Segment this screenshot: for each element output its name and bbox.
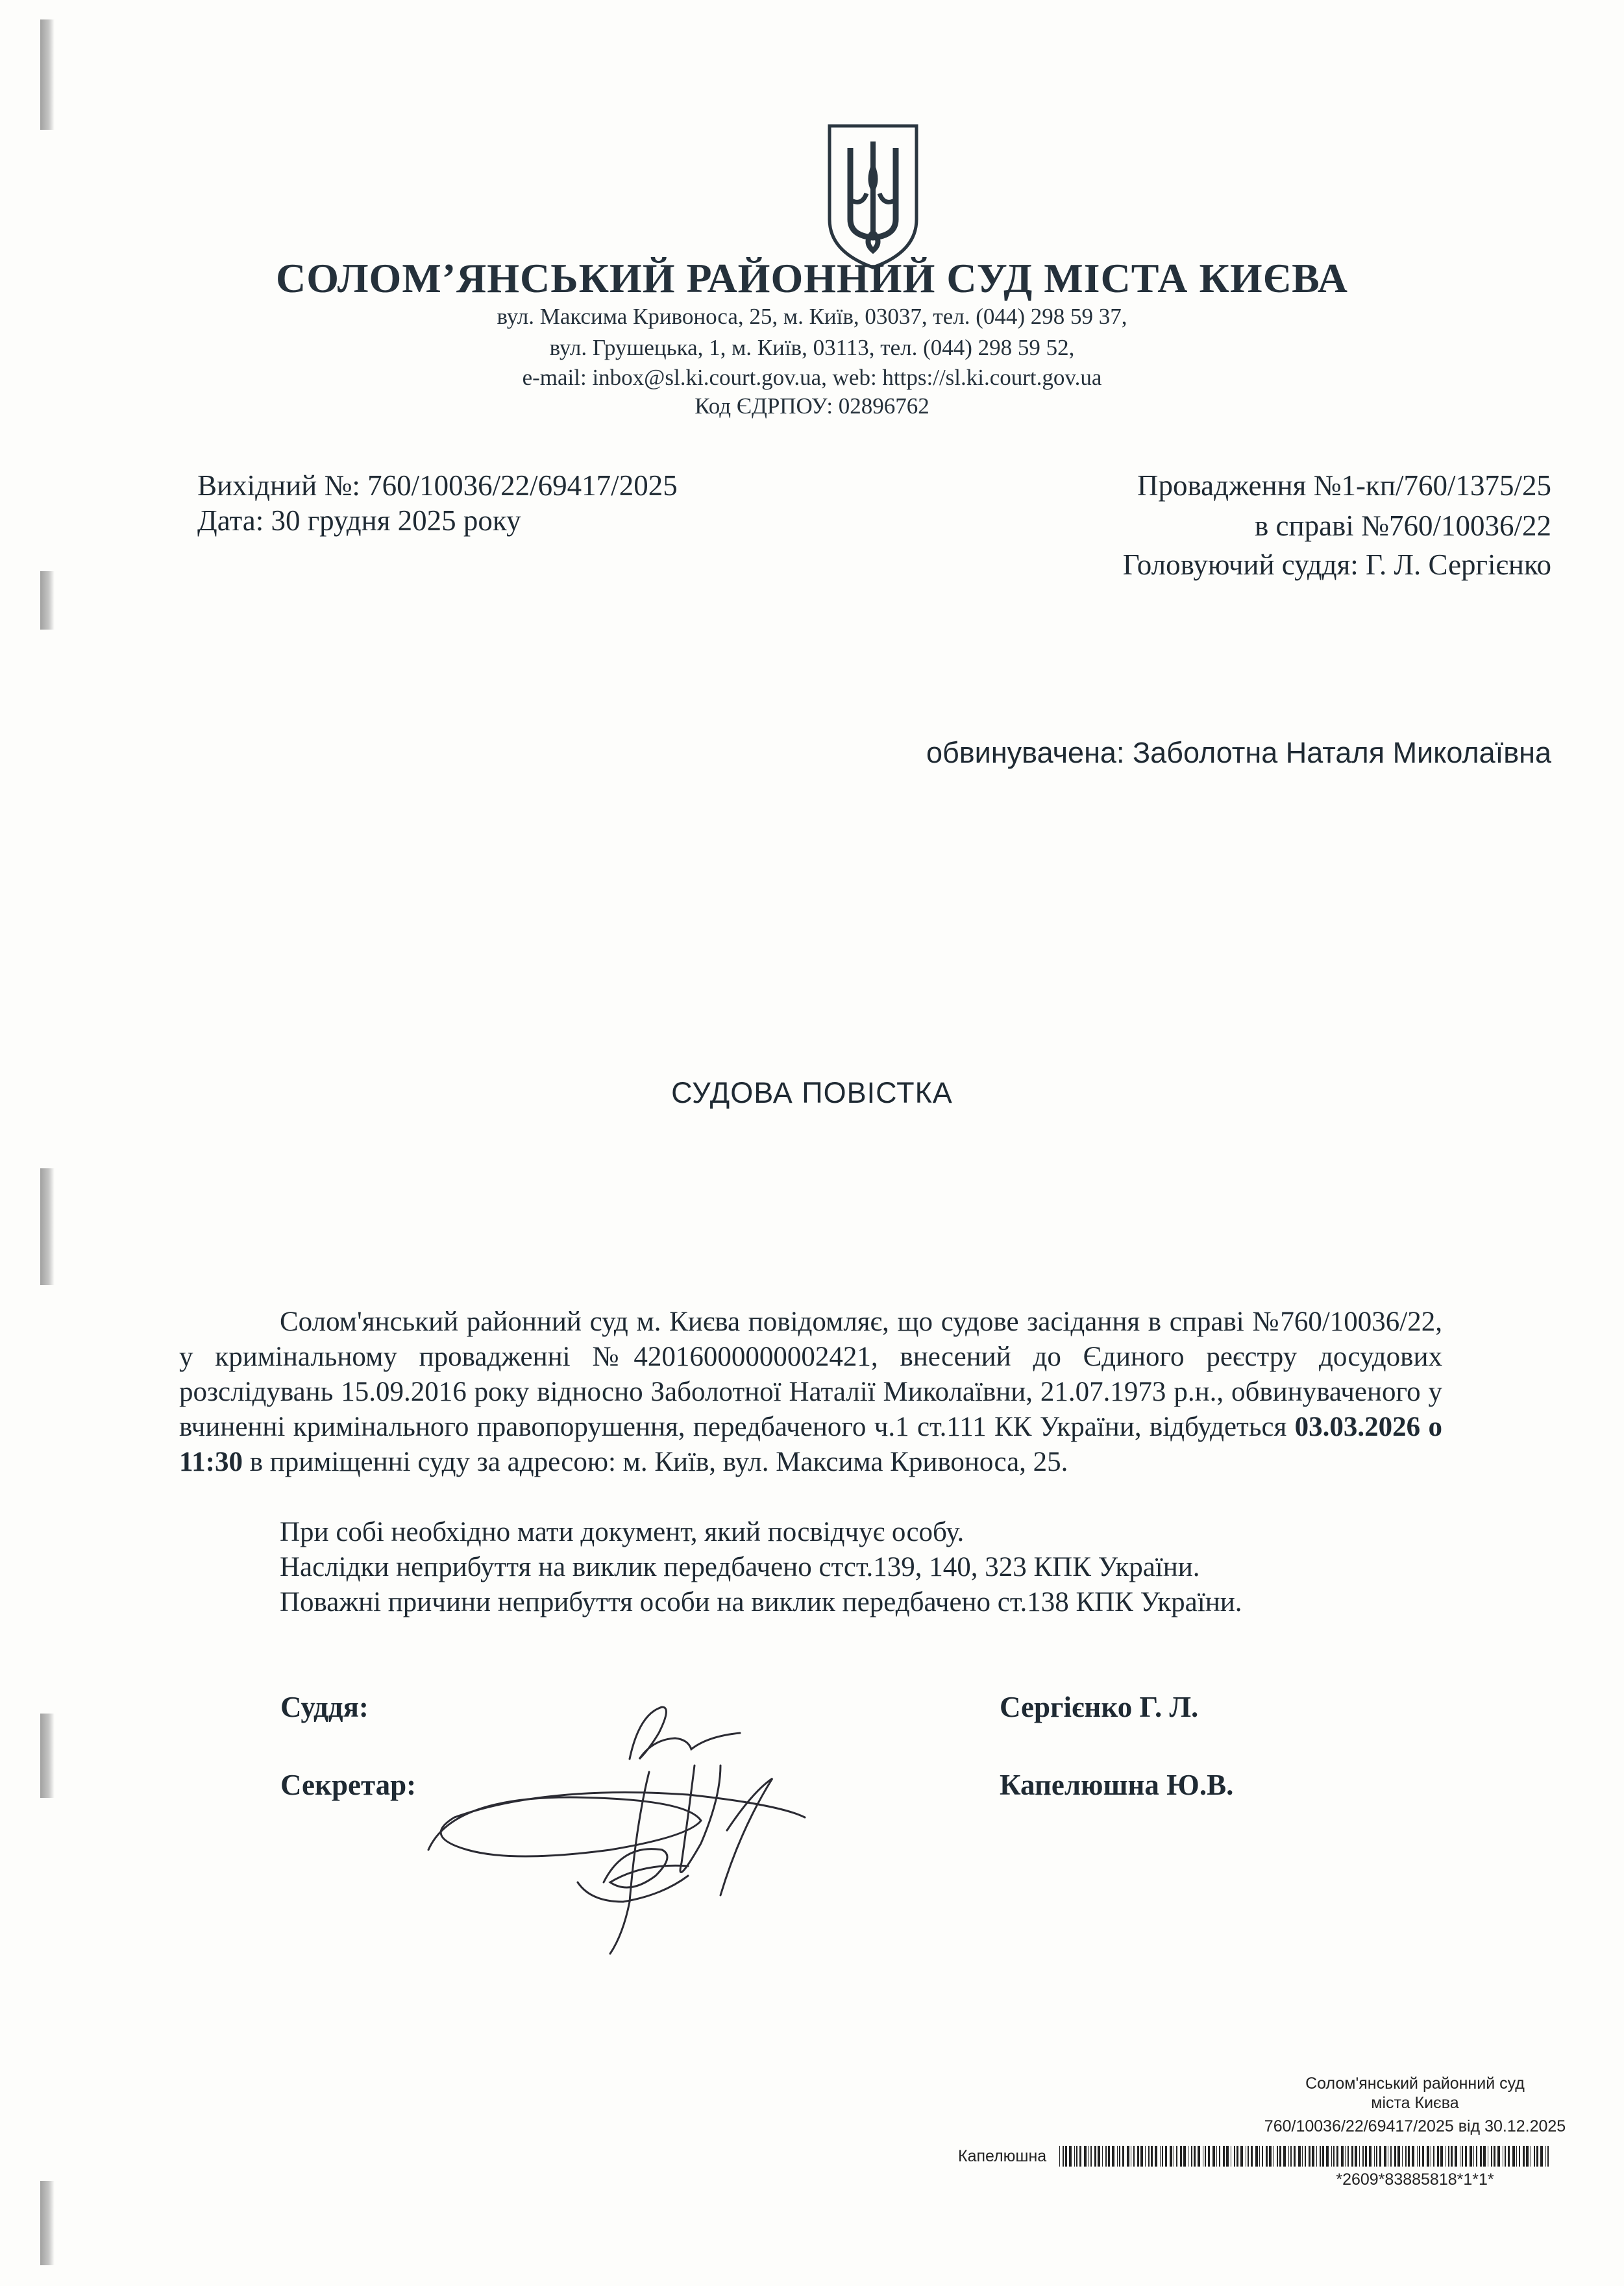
- court-address-2: вул. Грушецька, 1, м. Київ, 03113, тел. (044) 298 59 52,: [549, 335, 1075, 360]
- barcode-bar: [1140, 2146, 1143, 2167]
- barcode-bar: [1137, 2146, 1139, 2167]
- barcode-bar: [1065, 2146, 1067, 2167]
- barcode-bar: [1341, 2146, 1344, 2167]
- barcode-bar: [1255, 2146, 1258, 2167]
- barcode-bar: [1355, 2146, 1357, 2167]
- barcode-bar: [1236, 2146, 1238, 2167]
- barcode-bar: [1384, 2146, 1386, 2167]
- barcode-bar: [1277, 2146, 1278, 2167]
- barcode-bar: [1326, 2146, 1329, 2167]
- barcode-bar: [1365, 2146, 1367, 2167]
- barcode-bar: [1440, 2146, 1443, 2167]
- scan-edge-mark: [40, 1168, 55, 1285]
- barcode-bar: [1127, 2146, 1129, 2167]
- barcode-bar: [1298, 2146, 1301, 2167]
- barcode-bar: [1234, 2146, 1235, 2167]
- barcode-bar: [1497, 2146, 1500, 2167]
- barcode-bar: [1451, 2146, 1453, 2167]
- barcode-bar: [1148, 2146, 1150, 2167]
- barcode-bar: [1351, 2146, 1353, 2167]
- barcode-bar: [1494, 2146, 1495, 2167]
- barcode-bar: [1505, 2146, 1506, 2167]
- barcode-bar: [1519, 2146, 1520, 2167]
- barcode-bar: [1170, 2146, 1172, 2167]
- barcode-bar: [1216, 2146, 1217, 2167]
- barcode-bar: [1145, 2146, 1146, 2167]
- barcode-bar: [1223, 2146, 1225, 2167]
- barcode-bar: [1248, 2146, 1249, 2167]
- scan-edge-mark: [40, 571, 55, 630]
- court-contacts: e-mail: inbox@sl.ki.court.gov.ua, web: https://sl.ki.court.gov.ua: [522, 365, 1102, 390]
- barcode-bar: [1470, 2146, 1472, 2167]
- barcode-bar: [1288, 2146, 1289, 2167]
- barcode-bar: [1491, 2146, 1492, 2167]
- barcode-bar: [1155, 2146, 1157, 2167]
- barcode-bar: [1465, 2146, 1467, 2167]
- barcode-bar: [1226, 2146, 1229, 2167]
- barcode-bar: [1445, 2146, 1446, 2167]
- barcode-bar: [1390, 2146, 1392, 2167]
- barcode-bar: [1394, 2146, 1396, 2167]
- barcode-bar: [1283, 2146, 1286, 2167]
- barcode-bar: [1259, 2146, 1260, 2167]
- barcode-bar: [1316, 2146, 1317, 2167]
- proceeding-number: Провадження №1-кп/760/1375/25: [1137, 469, 1551, 502]
- court-name: СОЛОМ’ЯНСЬКИЙ РАЙОННИЙ СУД МІСТА КИЄВА: [276, 255, 1348, 301]
- barcode-bar: [1369, 2146, 1372, 2167]
- barcode-bar: [1251, 2146, 1253, 2167]
- barcode-bar: [1347, 2146, 1349, 2167]
- barcode-bar: [1508, 2146, 1510, 2167]
- hearing-datetime: 03.03.2026 о 11:30: [179, 1412, 1442, 1477]
- accused-person: обвинувачена: Заболотна Наталя Миколаївна: [926, 736, 1551, 769]
- handwritten-signature: [415, 1688, 857, 1960]
- barcode-bar: [1205, 2146, 1206, 2167]
- non-appearance-consequences: Наслідки неприбуття на виклик передбачено стст.139, 140, 323 КПК України.: [280, 1552, 1200, 1582]
- barcode-bar: [1162, 2146, 1163, 2167]
- court-edrpou: Код ЄДРПОУ: 02896762: [695, 393, 929, 419]
- barcode-bar: [1112, 2146, 1114, 2167]
- barcode-bar: [1305, 2146, 1306, 2167]
- scan-edge-mark: [40, 19, 55, 130]
- barcode-bar: [1545, 2146, 1546, 2167]
- barcode-bar: [1379, 2146, 1381, 2167]
- stamp-reference: 760/10036/22/69417/2025 від 30.12.2025: [1264, 2117, 1566, 2135]
- barcode-bar: [1102, 2146, 1103, 2167]
- barcode-bar: [1333, 2146, 1335, 2167]
- barcode-bar: [1208, 2146, 1210, 2167]
- barcode-bar: [1160, 2146, 1161, 2167]
- barcode-bar: [1312, 2146, 1314, 2167]
- secretary-name: Капелюшна Ю.В.: [1000, 1769, 1234, 1801]
- barcode-bar: [1462, 2146, 1463, 2167]
- barcode-bar: [1526, 2146, 1529, 2167]
- barcode-bar: [1417, 2146, 1418, 2167]
- summons-body: [179, 1305, 1442, 1480]
- barcode-bar: [1476, 2146, 1477, 2167]
- barcode-bar: [1331, 2146, 1332, 2167]
- document-title: СУДОВА ПОВІСТКА: [671, 1076, 953, 1109]
- barcode-bar: [1433, 2146, 1434, 2167]
- barcode-bar: [1069, 2146, 1072, 2167]
- barcode-bar: [1094, 2146, 1096, 2167]
- barcode-bar: [1427, 2146, 1429, 2167]
- summons-text-part1: Солом'янський районний суд м. Києва повідомляє, що судове засідання в справі №760/10036/22, у кримінальному провадженні №42016000000002421, внесений до Єдиного реєстру досудових розслідувань 15.09.2016 року відносно Заболотної Наталії Миколаївни, 21.07.1973 р.н., обвинуваченого у вчиненні кримінального правопорушення, передбаченого ч.1 ст.111 КК України, відбудеться: [179, 1307, 1442, 1442]
- barcode-bar: [1279, 2146, 1281, 2167]
- barcode-bar: [1191, 2146, 1192, 2167]
- barcode-bar: [1090, 2146, 1092, 2167]
- barcode-bar: [1408, 2146, 1410, 2167]
- barcode-bar: [1437, 2146, 1439, 2167]
- barcode-bar: [1076, 2146, 1077, 2167]
- barcode-bar: [1405, 2146, 1407, 2167]
- coat-of-arms-icon: [824, 122, 922, 270]
- court-address-1: вул. Максима Кривоноса, 25, м. Київ, 03037, тел. (044) 298 59 37,: [497, 304, 1127, 329]
- barcode-bar: [1063, 2146, 1064, 2167]
- barcode-bar: [1362, 2146, 1364, 2167]
- stamp-court-city: міста Києва: [1371, 2094, 1459, 2112]
- barcode-bar: [1176, 2146, 1177, 2167]
- document-requirement: При собі необхідно мати документ, який посвідчує особу.: [280, 1517, 965, 1547]
- barcode-bar: [1122, 2146, 1124, 2167]
- barcode-bar: [1262, 2146, 1263, 2167]
- scan-edge-mark: [40, 2181, 55, 2265]
- barcode-bar: [1219, 2146, 1220, 2167]
- barcode-bar: [1117, 2146, 1118, 2167]
- document-date: Дата: 30 грудня 2025 року: [197, 504, 521, 537]
- barcode-bar: [1098, 2146, 1100, 2167]
- barcode-bar: [1105, 2146, 1107, 2167]
- scan-edge-mark: [40, 1714, 55, 1798]
- barcode-bar: [1536, 2146, 1538, 2167]
- stamp-code: *2609*83885818*1*1*: [1336, 2170, 1494, 2189]
- barcode-bar: [1273, 2146, 1274, 2167]
- barcode-bar: [1374, 2146, 1375, 2167]
- barcode-bar: [1534, 2146, 1535, 2167]
- barcode-bar: [1359, 2146, 1360, 2167]
- stamp-clerk-name: Капелюшна: [958, 2147, 1047, 2165]
- barcode-bar: [1133, 2146, 1135, 2167]
- barcode-bar: [1302, 2146, 1303, 2167]
- secretary-label: Секретар:: [280, 1769, 417, 1801]
- barcode-bar: [1059, 2146, 1060, 2167]
- barcode-bar: [1376, 2146, 1377, 2167]
- barcode-bar: [1320, 2146, 1321, 2167]
- barcode-bar: [1345, 2146, 1346, 2167]
- barcode-bar: [1473, 2146, 1474, 2167]
- barcode-bar: [1480, 2146, 1482, 2167]
- summons-text-part2: в приміщенні суду за адресою: м. Київ, вул. Максима Кривоноса, 25.: [249, 1447, 1068, 1477]
- barcode-bar: [1309, 2146, 1310, 2167]
- valid-absence-reasons: Поважні причини неприбуття особи на виклик передбачено ст.138 КПК України.: [280, 1587, 1242, 1617]
- barcode-bar: [1194, 2146, 1196, 2167]
- barcode-bar: [1412, 2146, 1414, 2167]
- barcode-bar: [1151, 2146, 1153, 2167]
- barcode-bar: [1290, 2146, 1292, 2167]
- barcode-icon: [1059, 2146, 1553, 2167]
- barcode-bar: [1212, 2146, 1215, 2167]
- barcode-bar: [1183, 2146, 1186, 2167]
- presiding-judge: Головуючий суддя: Г. Л. Сергієнко: [1122, 548, 1551, 581]
- barcode-bar: [1422, 2146, 1424, 2167]
- barcode-bar: [1448, 2146, 1449, 2167]
- barcode-bar: [1322, 2146, 1324, 2167]
- judge-label: Суддя:: [280, 1691, 369, 1723]
- barcode-bar: [1108, 2146, 1110, 2167]
- barcode-bar: [1512, 2146, 1515, 2167]
- barcode-bar: [1540, 2146, 1543, 2167]
- barcode-bar: [1269, 2146, 1272, 2167]
- barcode-bar: [1079, 2146, 1081, 2167]
- barcode-bar: [1336, 2146, 1338, 2167]
- barcode-bar: [1119, 2146, 1120, 2167]
- barcode-bar: [1483, 2146, 1486, 2167]
- barcode-bar: [1074, 2146, 1075, 2167]
- case-number: в справі №760/10036/22: [1255, 510, 1551, 542]
- stamp-court-name: Солом'янський районний суд: [1305, 2074, 1525, 2093]
- barcode-bar: [1165, 2146, 1167, 2167]
- barcode-bar: [1455, 2146, 1457, 2167]
- barcode-bar: [1266, 2146, 1268, 2167]
- barcode-bar: [1084, 2146, 1087, 2167]
- barcode-bar: [1523, 2146, 1525, 2167]
- barcode-bar: [1294, 2146, 1296, 2167]
- barcode-bar: [1402, 2146, 1403, 2167]
- judge-name: Сергієнко Г. Л.: [1000, 1691, 1199, 1723]
- barcode-bar: [1547, 2146, 1549, 2167]
- barcode-bar: [1088, 2146, 1089, 2167]
- barcode-bar: [1198, 2146, 1200, 2167]
- barcode-bar: [1180, 2146, 1182, 2167]
- barcode-bar: [1516, 2146, 1517, 2167]
- outgoing-number: Вихідний №: 760/10036/22/69417/2025: [197, 469, 678, 502]
- barcode-bar: [1419, 2146, 1420, 2167]
- barcode-bar: [1397, 2146, 1400, 2167]
- barcode-bar: [1240, 2146, 1243, 2167]
